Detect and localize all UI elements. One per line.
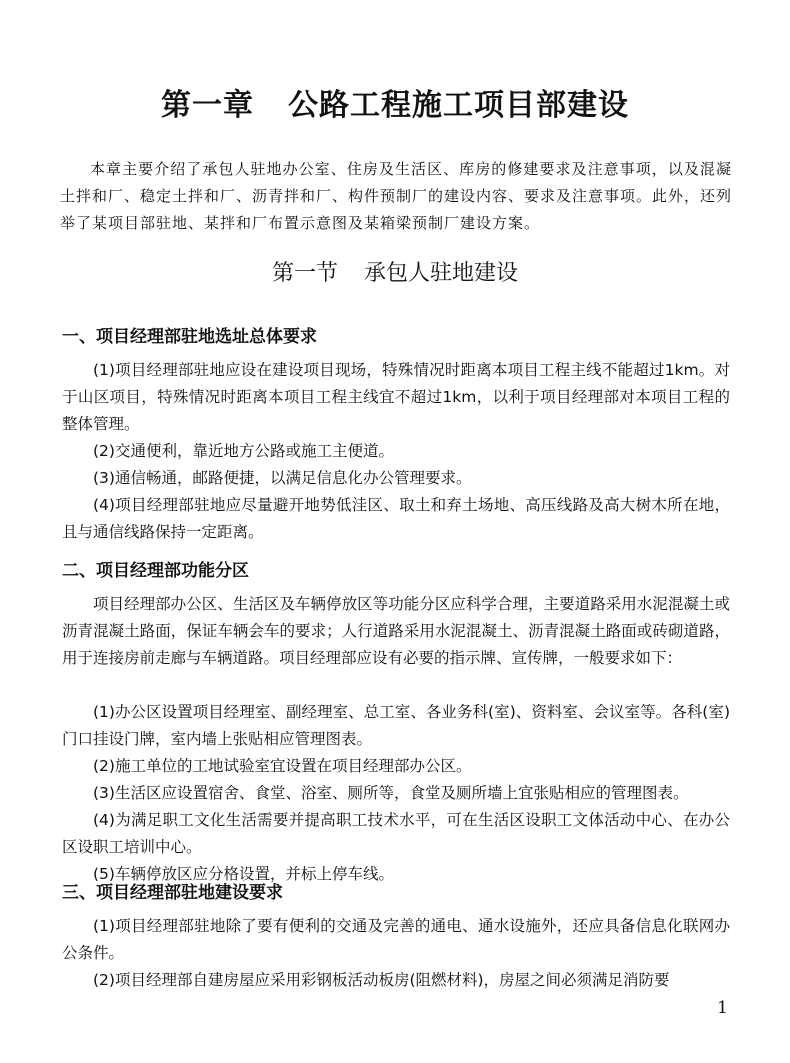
paragraph: (1)项目经理部驻地除了要有便利的交通及完善的通电、通水设施外，还应具备信息化联网办公条件。 [62, 917, 730, 962]
section-title-text: 承包人驻地建设 [364, 261, 519, 286]
chapter-number: 第一章 [161, 88, 254, 123]
paragraph: (2)交通便利，靠近地方公路或施工主便道。 [93, 442, 394, 460]
paragraph: 项目经理部办公区、生活区及车辆停放区等功能分区应科学合理，主要道路采用水泥混凝土或沥青混凝土路面，保证车辆会车的要求；人行道路采用水泥混凝土、沥青混凝土路面或砖砌道路，用于连接房前走廊与车辆道路。项目经理部应设有必要的指示牌、宣传牌，一般要求如下： [62, 595, 730, 667]
paragraph: (5)车辆停放区应分格设置，并标上停车线。 [93, 865, 394, 883]
section-number: 第一节 [271, 261, 338, 286]
paragraph: (2)施工单位的工地试验室宜设置在项目经理部办公区。 [93, 757, 472, 775]
paragraph: (1)办公区设置项目经理室、副经理室、总工室、各业务科(室)、资料室、会议室等。各科(室)门口挂设门牌，室内墙上张贴相应管理图表。 [62, 703, 730, 748]
paragraph: (3)生活区应设置宿舍、食堂、浴室、厕所等，食堂及厕所墙上宜张贴相应的管理图表。 [93, 784, 689, 802]
heading-site-selection: 一、项目经理部驻地选址总体要求 [62, 327, 317, 347]
chapter-title [0, 80, 790, 124]
paragraph: (2)项目经理部自建房屋应采用彩钢板活动板房(阻燃材料)，房屋之间必须满足消防要 [93, 971, 670, 989]
section-title [0, 256, 790, 287]
heading-functional-zones: 二、项目经理部功能分区 [62, 561, 249, 581]
heading-construction-requirements: 三、项目经理部驻地建设要求 [62, 883, 283, 903]
paragraph: (3)通信畅通，邮路便捷，以满足信息化办公管理要求。 [93, 469, 472, 487]
chapter-title-text: 公路工程施工项目部建设 [288, 88, 629, 123]
chapter-intro: 本章主要介绍了承包人驻地办公室、住房及生活区、库房的修建要求及注意事项，以及混凝土拌和厂、稳定土拌和厂、沥青拌和厂、构件预制厂的建设内容、要求及注意事项。此外，还列举了某项目部驻地、某拌和厂布置示意图及某箱梁预制厂建设方案。 [60, 160, 733, 232]
paragraph: (4)项目经理部驻地应尽量避开地势低洼区、取土和弃土场地、高压线路及高大树木所在地，且与通信线路保持一定距离。 [62, 496, 730, 541]
paragraph: (4)为满足职工文化生活需要并提高职工技术水平，可在生活区设职工文体活动中心、在办公区设职工培训中心。 [62, 811, 730, 856]
page-number: 1 [717, 998, 728, 1018]
paragraph: (1)项目经理部驻地应设在建设项目现场，特殊情况时距离本项目工程主线不能超过1km。对于山区项目，特殊情况时距离本项目工程主线宜不超过1km，以利于项目经理部对本项目工程的整体管理。 [62, 361, 730, 433]
